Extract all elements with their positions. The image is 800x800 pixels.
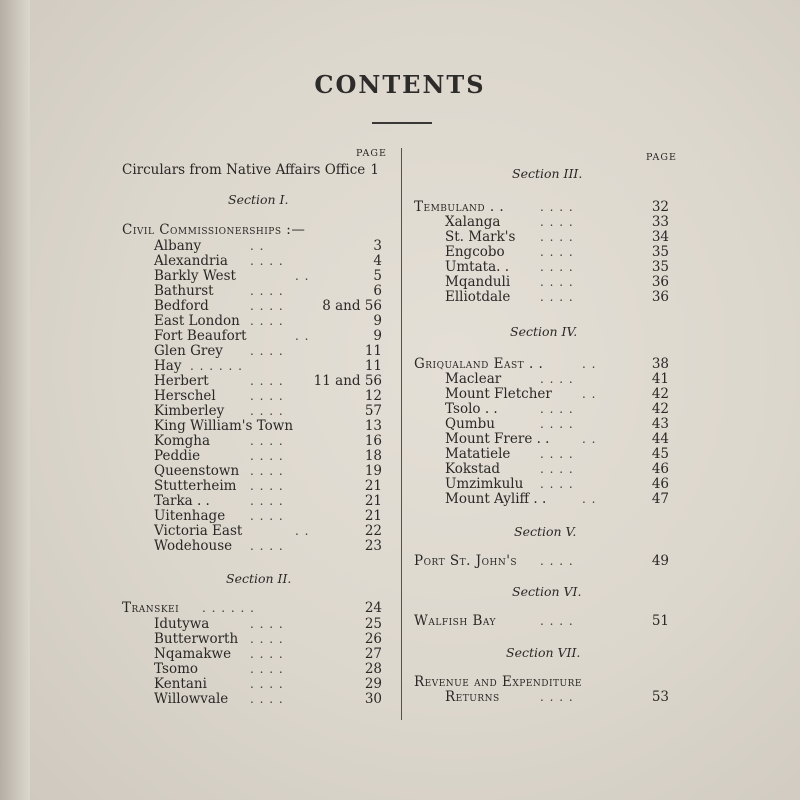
- toc-entry-page: 27: [364, 646, 382, 662]
- toc-leader: . . . .: [540, 260, 574, 274]
- toc-leader: . . . .: [250, 299, 284, 313]
- column-divider: [401, 148, 402, 720]
- toc-entry-page: 35: [651, 244, 669, 260]
- transkei-heading: Transkei: [122, 600, 180, 616]
- toc-leader: . . . .: [540, 275, 574, 289]
- toc-entry-page: 3: [373, 238, 382, 254]
- toc-entry-page: 43: [651, 416, 669, 432]
- toc-entry-page: 36: [651, 289, 669, 305]
- toc-leader: . .: [582, 492, 597, 506]
- toc-entry-page: 23: [364, 538, 382, 554]
- toc-entry-label: Qumbu: [445, 416, 495, 432]
- toc-entry-label: Komgha: [154, 433, 211, 449]
- toc-leader: . . . . . .: [202, 601, 255, 615]
- toc-leader: . .: [250, 239, 265, 253]
- toc-leader: . . . .: [540, 614, 574, 628]
- toc-leader: . . . .: [540, 417, 574, 431]
- revenue-expenditure-heading: Revenue and Expenditure: [414, 674, 582, 690]
- left-page-header: PAGE: [356, 148, 387, 159]
- toc-leader: . . . .: [250, 632, 284, 646]
- toc-entry-label: Tarka . .: [154, 493, 210, 509]
- toc-leader: . . . .: [540, 230, 574, 244]
- toc-leader: . . . .: [250, 404, 284, 418]
- walfish-bay-heading: Walfish Bay: [414, 613, 496, 629]
- toc-entry-page: 12: [364, 388, 382, 404]
- toc-entry-page: 33: [651, 214, 669, 230]
- toc-entry-page: 25: [364, 616, 382, 632]
- toc-entry-page: 5: [373, 268, 382, 284]
- toc-leader: . . . .: [250, 539, 284, 553]
- toc-leader: . . . .: [250, 374, 284, 388]
- toc-entry-label: Hay: [154, 358, 182, 374]
- page-title: CONTENTS: [314, 70, 486, 99]
- toc-entry-page: 11: [364, 343, 382, 359]
- toc-entry-page: 21: [364, 493, 382, 509]
- toc-entry-label: Butterworth: [154, 631, 239, 647]
- toc-entry-label: Elliotdale: [445, 289, 511, 305]
- right-page-header: PAGE: [646, 152, 677, 163]
- toc-leader: . . . .: [250, 389, 284, 403]
- toc-entry-page: 13: [364, 418, 382, 434]
- toc-entry-label: Tsomo: [154, 661, 199, 677]
- toc-entry-page: 18: [364, 448, 382, 464]
- toc-entry-label: Umzimkulu: [445, 476, 524, 492]
- section-2-title: Section II.: [226, 571, 292, 586]
- toc-entry-page: 30: [364, 691, 382, 707]
- tembuland-heading: Tembuland . .: [414, 199, 505, 215]
- toc-entry-label: East London: [154, 313, 240, 329]
- toc-entry-label: Alexandria: [154, 253, 228, 269]
- toc-entry-page: 34: [651, 229, 669, 245]
- toc-leader: . . . .: [540, 554, 574, 568]
- toc-entry-page: 51: [651, 613, 669, 629]
- toc-entry-label: Bedford: [154, 298, 209, 314]
- toc-entry-label: Stutterheim: [154, 478, 237, 494]
- toc-leader: . . . .: [250, 344, 284, 358]
- toc-entry-page: 57: [364, 403, 382, 419]
- toc-entry-page: 8 and 56: [322, 298, 382, 314]
- toc-entry-page: 21: [364, 478, 382, 494]
- toc-entry-page: 11 and 56: [313, 373, 382, 389]
- circulars-page: 1: [370, 162, 379, 178]
- section-4-title: Section IV.: [510, 324, 578, 339]
- toc-entry-page: 35: [651, 259, 669, 275]
- toc-leader: . . . .: [540, 372, 574, 386]
- toc-entry-label: Herschel: [154, 388, 216, 404]
- toc-leader: . . . .: [250, 509, 284, 523]
- toc-leader: . . . .: [250, 284, 284, 298]
- toc-entry-page: 4: [373, 253, 382, 269]
- toc-entry-label: Glen Grey: [154, 343, 223, 359]
- toc-entry-page: 9: [373, 313, 382, 329]
- toc-leader: . . . .: [250, 449, 284, 463]
- toc-leader: . .: [295, 524, 310, 538]
- toc-leader: . . . .: [250, 662, 284, 676]
- toc-leader: . .: [295, 329, 310, 343]
- toc-entry-page: 44: [651, 431, 669, 447]
- toc-leader: . . . .: [250, 647, 284, 661]
- section-3-title: Section III.: [512, 166, 583, 181]
- toc-leader: . . . .: [540, 200, 574, 214]
- toc-entry-page: 21: [364, 508, 382, 524]
- toc-entry-page: 46: [651, 476, 669, 492]
- port-st-johns-heading: Port St. John's: [414, 553, 518, 569]
- returns-subheading: Returns: [445, 689, 500, 705]
- toc-entry-page: 28: [364, 661, 382, 677]
- toc-entry-label: Nqamakwe: [154, 646, 232, 662]
- toc-leader: . . . .: [540, 290, 574, 304]
- toc-entry-page: 32: [651, 199, 669, 215]
- toc-entry-page: 6: [373, 283, 382, 299]
- section-1-title: Section I.: [228, 192, 289, 207]
- toc-entry-page: 42: [651, 401, 669, 417]
- toc-leader: . . . .: [250, 692, 284, 706]
- toc-entry-label: Matatiele: [445, 446, 511, 462]
- book-spine-shadow: [0, 0, 30, 800]
- toc-leader: . . . .: [250, 434, 284, 448]
- toc-entry-page: 45: [651, 446, 669, 462]
- toc-entry-page: 46: [651, 461, 669, 477]
- toc-entry-label: Engcobo: [445, 244, 505, 260]
- toc-leader: . . . .: [250, 464, 284, 478]
- toc-entry-label: Peddie: [154, 448, 201, 464]
- toc-entry-page: 41: [651, 371, 669, 387]
- toc-entry-page: 9: [373, 328, 382, 344]
- toc-entry-label: Mount Ayliff . .: [445, 491, 547, 507]
- toc-entry-page: 36: [651, 274, 669, 290]
- toc-entry-label: Fort Beaufort: [154, 328, 247, 344]
- toc-leader: . .: [582, 387, 597, 401]
- toc-entry-label: Mount Fletcher: [445, 386, 552, 402]
- toc-leader: . . . .: [250, 494, 284, 508]
- toc-leader: . . . .: [540, 477, 574, 491]
- toc-entry-label: Bathurst: [154, 283, 214, 299]
- toc-entry-page: 19: [364, 463, 382, 479]
- toc-entry-page: 53: [651, 689, 669, 705]
- toc-entry-label: Kokstad: [445, 461, 501, 477]
- toc-leader: . . . .: [250, 479, 284, 493]
- section-5-title: Section V.: [514, 524, 577, 539]
- griqualand-east-heading: Griqualand East . .: [414, 356, 544, 372]
- toc-entry-page: 24: [364, 600, 382, 616]
- toc-entry-label: Wodehouse: [154, 538, 233, 554]
- toc-entry-label: Herbert: [154, 373, 209, 389]
- toc-entry-page: 47: [651, 491, 669, 507]
- toc-entry-label: Kimberley: [154, 403, 225, 419]
- toc-leader: . . . .: [250, 617, 284, 631]
- toc-leader: . .: [295, 269, 310, 283]
- toc-entry-page: 42: [651, 386, 669, 402]
- toc-entry-label: Barkly West: [154, 268, 236, 284]
- toc-entry-label: Willowvale: [154, 691, 229, 707]
- toc-entry-page: 16: [364, 433, 382, 449]
- toc-leader: . . . .: [250, 254, 284, 268]
- toc-entry-page: 22: [364, 523, 382, 539]
- toc-leader: . .: [582, 432, 597, 446]
- toc-entry-page: 49: [651, 553, 669, 569]
- section-7-title: Section VII.: [506, 645, 581, 660]
- toc-leader: . . . .: [540, 690, 574, 704]
- circulars-entry: Circulars from Native Affairs Office: [122, 162, 366, 178]
- toc-leader: . . . . . .: [190, 359, 243, 373]
- toc-leader: . .: [582, 357, 597, 371]
- toc-entry-label: Queenstown: [154, 463, 240, 479]
- section-6-title: Section VI.: [512, 584, 582, 599]
- toc-entry-page: 38: [651, 356, 669, 372]
- title-rule: [372, 122, 432, 124]
- toc-leader: . . . .: [250, 677, 284, 691]
- toc-entry-label: Mqanduli: [445, 274, 511, 290]
- toc-entry-page: 26: [364, 631, 382, 647]
- toc-entry-label: King William's Town: [154, 418, 294, 434]
- toc-entry-label: Umtata. .: [445, 259, 509, 275]
- toc-entry-label: St. Mark's: [445, 229, 516, 245]
- toc-leader: . . . .: [540, 402, 574, 416]
- toc-leader: . . . .: [540, 462, 574, 476]
- toc-leader: . . . .: [540, 447, 574, 461]
- toc-entry-label: Tsolo . .: [445, 401, 498, 417]
- toc-entry-page: 29: [364, 676, 382, 692]
- toc-leader: . . . .: [540, 245, 574, 259]
- toc-entry-label: Xalanga: [445, 214, 501, 230]
- toc-entry-label: Albany: [154, 238, 202, 254]
- toc-entry-page: 11: [364, 358, 382, 374]
- toc-entry-label: Idutywa: [154, 616, 210, 632]
- toc-leader: . . . .: [540, 215, 574, 229]
- toc-leader: . . . .: [250, 314, 284, 328]
- toc-entry-label: Uitenhage: [154, 508, 226, 524]
- civil-commissionerships-heading: Civil Commissionerships :—: [122, 222, 306, 238]
- toc-entry-label: Maclear: [445, 371, 502, 387]
- toc-entry-label: Victoria East: [154, 523, 243, 539]
- toc-entry-label: Mount Frere . .: [445, 431, 550, 447]
- toc-entry-label: Kentani: [154, 676, 207, 692]
